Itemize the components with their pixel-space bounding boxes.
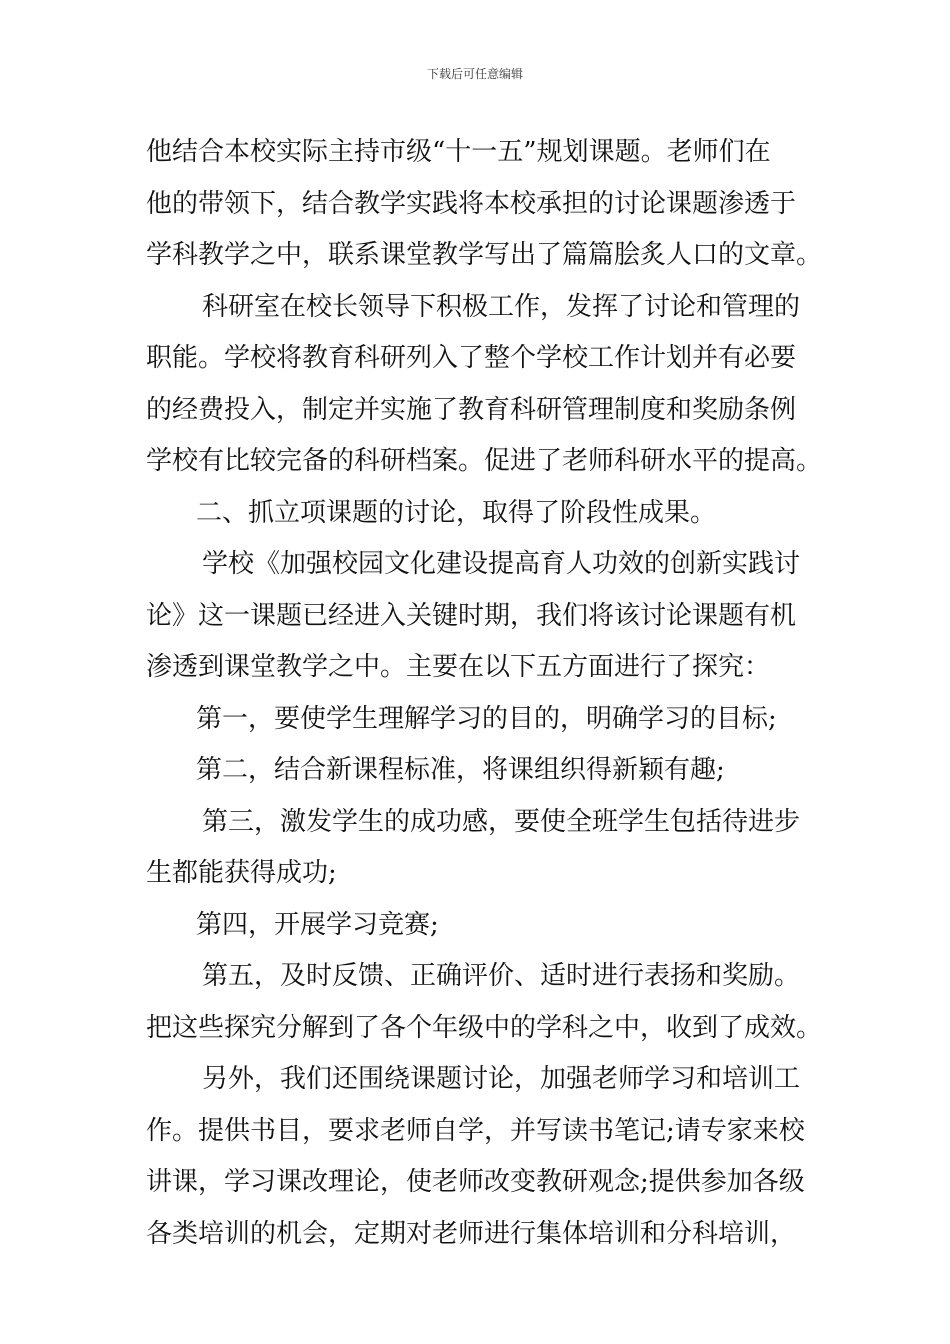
text-line: 论》这一课题已经进入关键时期，我们将该讨论课题有机 [146,600,797,631]
document-body [146,127,823,1260]
text-line: 另外，我们还围绕课题讨论，加强老师学习和培训工 [202,1064,801,1094]
text-line: 生都能获得成功; [146,858,337,888]
text-line: 讲课，学习课改理论，使老师改变教研观念;提供参加各级 [146,1167,805,1197]
text-line: 职能。学校将教育科研列入了整个学校工作计划并有必要 [146,343,797,373]
text-line: 学校《加强校园文化建设提高育人功效的创新实践讨 [202,549,801,579]
list-item: 第四，开展学习竞赛; [196,909,439,940]
text-line: 他的带领下，结合教学实践将本校承担的讨论课题渗透于 [146,188,797,219]
section-heading: 二、抓立项课题的讨论，取得了阶段性成果。 [196,497,717,528]
list-item: 第三，激发学生的成功感，要使全班学生包括待进步 [202,806,801,837]
list-item: 第二，结合新课程标准，将课组织得新颖有趣; [196,755,725,785]
text-line: 把这些探究分解到了各个年级中的学科之中，收到了成效。 [146,1012,823,1043]
text-line: 的经费投入，制定并实施了教育科研管理制度和奖励条例 [146,394,797,425]
list-item: 第一，要使学生理解学习的目的，明确学习的目标; [196,703,777,734]
text-line: 学科教学之中，联系课堂教学写出了篇篇脍炙人口的文章。 [146,240,823,270]
text-line: 科研室在校长领导下积极工作，发挥了讨论和管理的 [202,291,801,322]
text-line: 学校有比较完备的科研档案。促进了老师科研水平的提高。 [146,446,823,476]
text-line: 他结合本校实际主持市级“十一五”规划课题。老师们在 [146,137,771,167]
text-line: 各类培训的机会，定期对老师进行集体培训和分科培训， [146,1218,797,1249]
page-header: 下载后可任意编辑 [426,67,523,81]
text-line: 渗透到课堂教学之中。主要在以下五方面进行了探究： [146,652,771,682]
list-item: 第五，及时反馈、正确评价、适时进行表扬和奖励。 [202,961,801,991]
text-line: 作。提供书目，要求老师自学，并写读书笔记;请专家来校 [146,1115,805,1146]
